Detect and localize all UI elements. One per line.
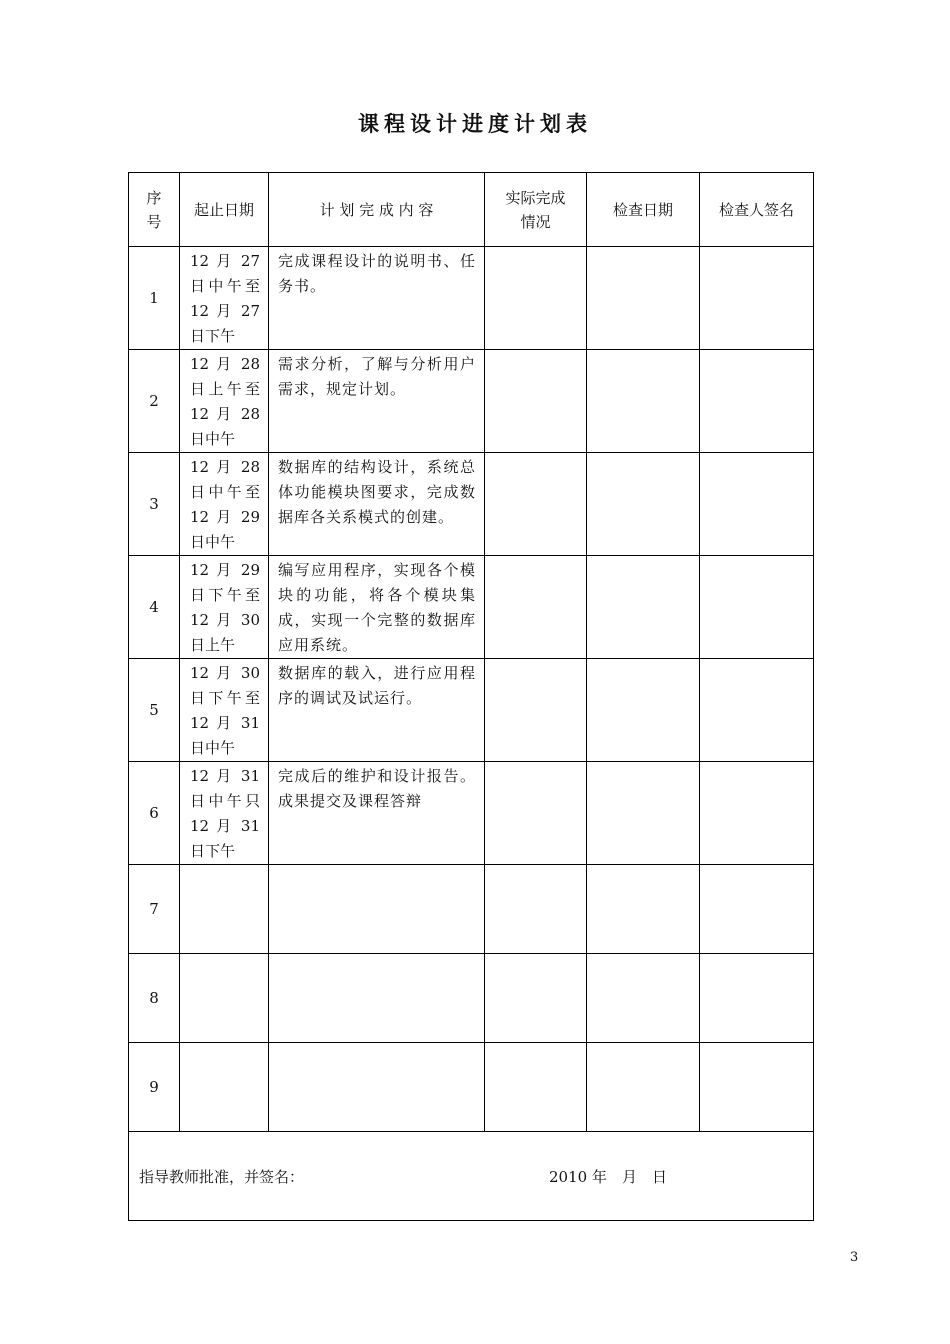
row-seq: 6	[129, 762, 180, 865]
row-actual	[485, 659, 587, 762]
header-dates: 起止日期	[180, 173, 269, 247]
row-content	[269, 1043, 485, 1132]
row-actual	[485, 954, 587, 1043]
row-check-date	[587, 659, 700, 762]
row-checker	[700, 954, 814, 1043]
row-seq: 1	[129, 247, 180, 350]
row-check-date	[587, 247, 700, 350]
row-check-date	[587, 1043, 700, 1132]
row-checker	[700, 659, 814, 762]
row-dates: 12 月 28 日中午至 12 月 29 日中午	[180, 453, 269, 556]
header-actual: 实际完成情况	[485, 173, 587, 247]
table-row	[129, 954, 814, 1043]
row-seq: 9	[129, 1043, 180, 1132]
row-content	[269, 865, 485, 954]
row-actual	[485, 556, 587, 659]
row-dates: 12 月 29 日下午至 12 月 30 日上午	[180, 556, 269, 659]
row-seq: 7	[129, 865, 180, 954]
row-check-date	[587, 350, 700, 453]
row-content: 需求分析，了解与分析用户需求，规定计划。	[269, 350, 485, 453]
row-checker	[700, 247, 814, 350]
header-checker: 检查人签名	[700, 173, 814, 247]
header-row	[129, 173, 814, 247]
row-content: 数据库的结构设计，系统总体功能模块图要求，完成数据库各关系模式的创建。	[269, 453, 485, 556]
row-dates: 12 月 28 日上午至 12 月 28 日中午	[180, 350, 269, 453]
row-checker	[700, 762, 814, 865]
header-check-date: 检查日期	[587, 173, 700, 247]
row-actual	[485, 1043, 587, 1132]
approval-row	[129, 1132, 814, 1221]
approval-cell	[129, 1132, 814, 1221]
row-actual	[485, 762, 587, 865]
row-check-date	[587, 954, 700, 1043]
table-row	[129, 659, 814, 762]
table-row	[129, 762, 814, 865]
row-dates	[180, 1043, 269, 1132]
row-dates	[180, 865, 269, 954]
row-content	[269, 954, 485, 1043]
page-title: 课程设计进度计划表	[358, 112, 592, 136]
table-row	[129, 247, 814, 350]
row-dates: 12 月 27 日中午至 12 月 27 日下午	[180, 247, 269, 350]
row-checker	[700, 453, 814, 556]
row-content: 数据库的载入，进行应用程序的调试及试运行。	[269, 659, 485, 762]
row-checker	[700, 556, 814, 659]
row-check-date	[587, 556, 700, 659]
approval-date: 2010 年 月 日	[549, 1167, 667, 1186]
header-seq: 序号	[129, 173, 180, 247]
row-content: 完成课程设计的说明书、任务书。	[269, 247, 485, 350]
row-actual	[485, 247, 587, 350]
row-check-date	[587, 865, 700, 954]
row-actual	[485, 865, 587, 954]
table-row	[129, 350, 814, 453]
approval-label: 指导教师批准，并签名：	[139, 1167, 305, 1186]
table-row	[129, 556, 814, 659]
row-seq: 8	[129, 954, 180, 1043]
row-seq: 2	[129, 350, 180, 453]
row-check-date	[587, 762, 700, 865]
table-row	[129, 1043, 814, 1132]
table-row	[129, 453, 814, 556]
row-check-date	[587, 453, 700, 556]
row-checker	[700, 1043, 814, 1132]
schedule-table	[128, 172, 814, 1221]
row-dates: 12 月 31 日中午只 12 月 31 日下午	[180, 762, 269, 865]
row-content: 完成后的维护和设计报告。成果提交及课程答辩	[269, 762, 485, 865]
row-actual	[485, 350, 587, 453]
page-number: 3	[850, 1250, 859, 1265]
row-dates: 12 月 30 日下午至 12 月 31 日中午	[180, 659, 269, 762]
row-content: 编写应用程序，实现各个模块的功能，将各个模块集成，实现一个完整的数据库应用系统。	[269, 556, 485, 659]
row-dates	[180, 954, 269, 1043]
row-seq: 4	[129, 556, 180, 659]
row-seq: 3	[129, 453, 180, 556]
row-checker	[700, 865, 814, 954]
row-actual	[485, 453, 587, 556]
table-row	[129, 865, 814, 954]
row-checker	[700, 350, 814, 453]
row-seq: 5	[129, 659, 180, 762]
header-content: 计 划 完 成 内 容	[269, 173, 485, 247]
